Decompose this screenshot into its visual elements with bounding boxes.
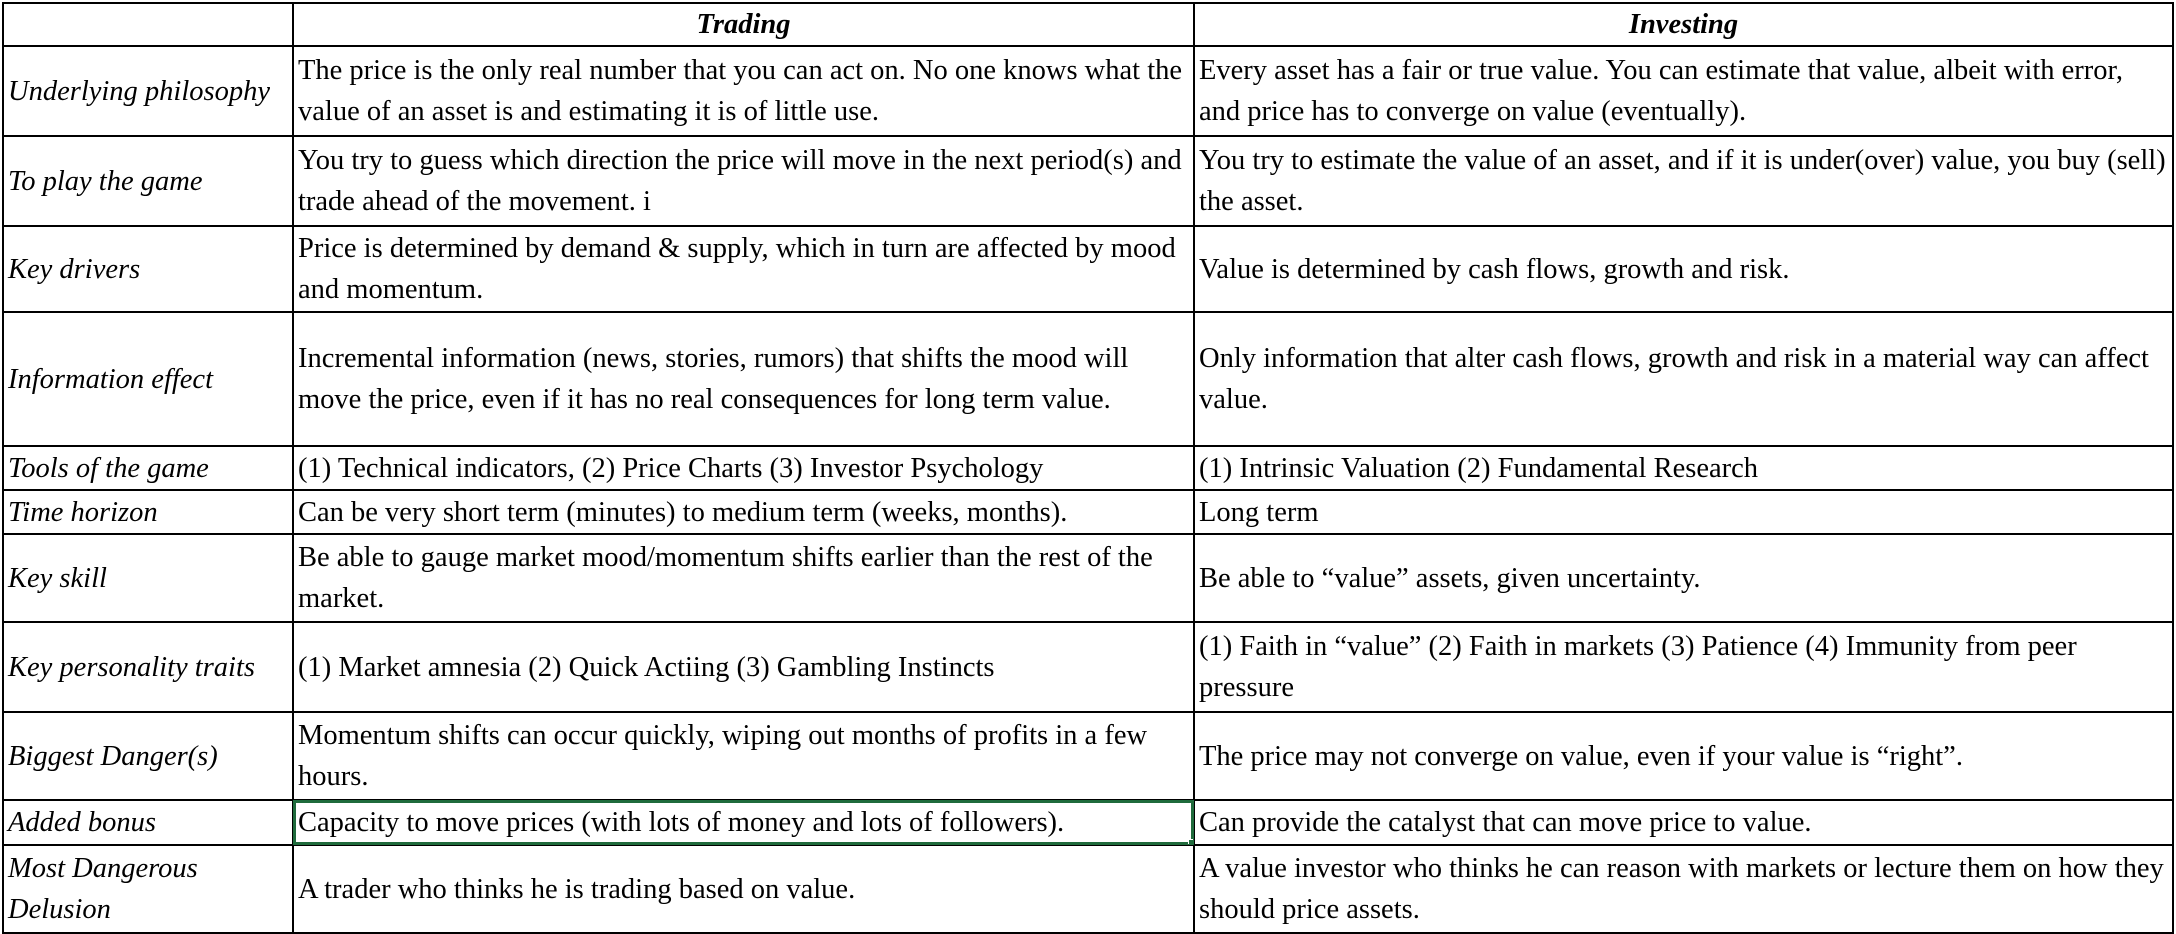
trading-cell[interactable]: (1) Market amnesia (2) Quick Actiing (3) Gambling Instincts bbox=[293, 622, 1194, 712]
table-row-key-skill bbox=[3, 534, 2173, 622]
investing-cell[interactable]: Only information that alter cash flows, growth and risk in a material way can affect value. bbox=[1194, 312, 2173, 446]
table-row-underlying-philosophy bbox=[3, 46, 2173, 136]
table-row-key-personality-traits bbox=[3, 622, 2173, 712]
trading-cell[interactable]: Be able to gauge market mood/momentum shifts earlier than the rest of the market. bbox=[293, 534, 1194, 622]
table-row-key-drivers bbox=[3, 226, 2173, 312]
row-label-cell[interactable]: Added bonus bbox=[3, 800, 293, 845]
comparison-table bbox=[2, 2, 2174, 934]
investing-cell[interactable]: (1) Intrinsic Valuation (2) Fundamental Research bbox=[1194, 446, 2173, 490]
row-label-cell[interactable]: Underlying philosophy bbox=[3, 46, 293, 136]
row-label-cell[interactable]: Time horizon bbox=[3, 490, 293, 534]
investing-cell[interactable]: Every asset has a fair or true value. You can estimate that value, albeit with error, and price has to converge on value (eventually). bbox=[1194, 46, 2173, 136]
investing-cell[interactable]: Long term bbox=[1194, 490, 2173, 534]
cell-text: Capacity to move prices (with lots of money and lots of followers). bbox=[298, 807, 1065, 838]
corner-cell[interactable] bbox=[3, 3, 293, 46]
investing-cell[interactable]: (1) Faith in “value” (2) Faith in markets (3) Patience (4) Immunity from peer pressure bbox=[1194, 622, 2173, 712]
table-row-time-horizon bbox=[3, 490, 2173, 534]
investing-cell[interactable]: A value investor who thinks he can reason with markets or lecture them on how they should price assets. bbox=[1194, 845, 2173, 933]
trading-cell[interactable]: Momentum shifts can occur quickly, wiping out months of profits in a few hours. bbox=[293, 712, 1194, 800]
trading-cell[interactable]: (1) Technical indicators, (2) Price Charts (3) Investor Psychology bbox=[293, 446, 1194, 490]
trading-cell[interactable]: Can be very short term (minutes) to medium term (weeks, months). bbox=[293, 490, 1194, 534]
trading-cell[interactable]: Price is determined by demand & supply, which in turn are affected by mood and momentum. bbox=[293, 226, 1194, 312]
row-label-cell[interactable]: To play the game bbox=[3, 136, 293, 226]
table-row-to-play-the-game bbox=[3, 136, 2173, 226]
trading-cell[interactable]: You try to guess which direction the price will move in the next period(s) and trade ahead of the movement. i bbox=[293, 136, 1194, 226]
row-label-cell[interactable]: Tools of the game bbox=[3, 446, 293, 490]
row-label-cell[interactable]: Biggest Danger(s) bbox=[3, 712, 293, 800]
row-label-cell[interactable]: Most Dangerous Delusion bbox=[3, 845, 293, 933]
investing-header[interactable]: Investing bbox=[1194, 3, 2173, 46]
investing-cell[interactable]: The price may not converge on value, even if your value is “right”. bbox=[1194, 712, 2173, 800]
investing-cell[interactable]: Value is determined by cash flows, growth and risk. bbox=[1194, 226, 2173, 312]
row-label-cell[interactable]: Key skill bbox=[3, 534, 293, 622]
header-row bbox=[3, 3, 2173, 46]
trading-cell[interactable]: The price is the only real number that you can act on. No one knows what the value of an asset is and estimating it is of little use. bbox=[293, 46, 1194, 136]
trading-cell[interactable]: Incremental information (news, stories, rumors) that shifts the mood will move the price, even if it has no real consequences for long term value. bbox=[293, 312, 1194, 446]
investing-cell[interactable]: Can provide the catalyst that can move price to value. bbox=[1194, 800, 2173, 845]
investing-cell[interactable]: Be able to “value” assets, given uncertainty. bbox=[1194, 534, 2173, 622]
trading-cell[interactable]: A trader who thinks he is trading based on value. bbox=[293, 845, 1194, 933]
investing-cell[interactable]: You try to estimate the value of an asset, and if it is under(over) value, you buy (sell) the asset. bbox=[1194, 136, 2173, 226]
table-row-information-effect bbox=[3, 312, 2173, 446]
fill-handle[interactable] bbox=[1188, 839, 1194, 845]
row-label-cell[interactable]: Key personality traits bbox=[3, 622, 293, 712]
selected-trading-cell[interactable] bbox=[293, 800, 1194, 845]
table-row-tools-of-the-game bbox=[3, 446, 2173, 490]
row-label-cell[interactable]: Key drivers bbox=[3, 226, 293, 312]
row-label-cell[interactable]: Information effect bbox=[3, 312, 293, 446]
table-row-most-dangerous-delusion bbox=[3, 845, 2173, 933]
table-row-biggest-dangers bbox=[3, 712, 2173, 800]
table-row-added-bonus bbox=[3, 800, 2173, 845]
trading-header[interactable]: Trading bbox=[293, 3, 1194, 46]
